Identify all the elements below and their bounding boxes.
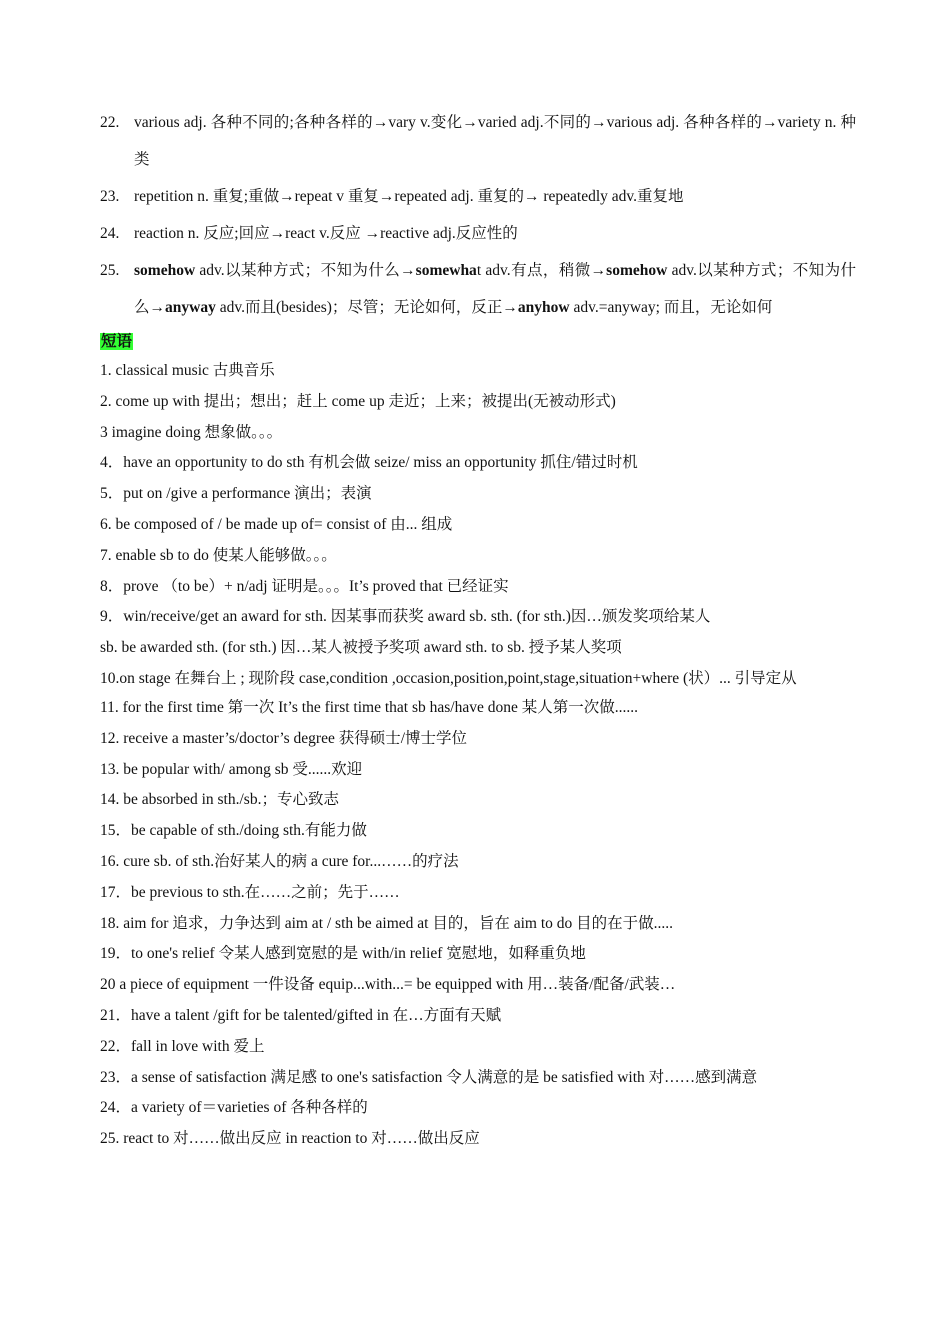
phrase-line: 24．a variety of＝varieties of 各种各样的	[100, 1099, 368, 1117]
section-heading-row	[100, 328, 856, 356]
phrase-line: 7. enable sb to do 使某人能够做。。。	[100, 546, 337, 564]
vocab-keyword: anyhow	[517, 299, 570, 316]
phrase-line: 13. be popular with/ among sb 受......欢迎	[100, 760, 363, 778]
phrase-line: 12. receive a master’s/doctor’s degree 获得硕士/博士学位	[100, 729, 468, 747]
phrase-list	[100, 356, 856, 1155]
phrase-line: 3 imagine doing 想象做。。。	[100, 423, 283, 441]
vocab-keyword: anyway	[165, 299, 216, 316]
phrase-line: 21．have a talent /gift for be talented/gifted in 在…方面有天赋	[100, 1006, 502, 1024]
vocab-text: adv.而且(besides)；尽管；无论如何，反正→	[215, 299, 518, 316]
phrase-line: 14. be absorbed in sth./sb.；专心致志	[100, 791, 339, 809]
vocab-item	[100, 104, 856, 178]
phrase-line: 9．win/receive/get an award for sth. 因某事而获奖 award sb. sth. (for sth.)因…颁发奖项给某人	[100, 608, 711, 626]
vocab-keyword: somewha	[415, 262, 477, 279]
vocab-text: various adj. 各种不同的;各种各样的→vary v.变化→varied adj.不同的→various adj. 各种各样的→variety n. 种类	[134, 114, 856, 168]
phrase-line: 11. for the first time 第一次 It’s the first time that sb has/have done 某人第一次做......	[100, 698, 638, 716]
phrase-line: 22．fall in love with 爱上	[100, 1037, 265, 1055]
phrase-line: 2. come up with 提出；想出；赶上 come up 走近；上来；被提出(无被动形式)	[100, 392, 616, 410]
phrase-line: 16. cure sb. of sth.治好某人的病 a cure for...……的疗法	[100, 852, 459, 870]
phrase-line: 25. react to 对……做出反应 in reaction to 对……做出反应	[100, 1130, 480, 1148]
phrase-line: sb. be awarded sth. (for sth.) 因…某人被授予奖项 award sth. to sb. 授予某人奖项	[100, 639, 622, 657]
vocab-text: repetition n. 重复;重做→repeat v 重复→repeated adj. 重复的→ repeatedly adv.重复地	[134, 188, 684, 205]
phrase-line: 19．to one's relief 令某人感到宽慰的是 with/in relief 宽慰地，如释重负地	[100, 945, 586, 963]
phrase-line: 8．prove （to be）+ n/adj 证明是。。。It’s proved that 已经证实	[100, 577, 509, 595]
vocab-number: 22.	[100, 114, 120, 131]
vocab-number: 23.	[100, 188, 120, 205]
vocab-keyword: somehow	[606, 262, 668, 279]
vocab-text: reaction n. 反应;回应→react v.反应 →reactive adj.反应性的	[134, 225, 518, 242]
vocab-keyword: somehow	[134, 262, 196, 279]
vocab-text: t adv.有点，稍微→	[476, 262, 607, 279]
phrase-line: 23．a sense of satisfaction 满足感 to one's satisfaction 令人满意的是 be satisfied with 对……感到满意	[100, 1068, 758, 1086]
phrase-line: 6. be composed of / be made up of= consist of 由... 组成	[100, 515, 453, 533]
phrase-line: 18. aim for 追求，力争达到 aim at / sth be aimed at 目的，旨在 aim to do 目的在于做.....	[100, 914, 674, 932]
vocab-item	[100, 252, 856, 326]
vocab-item	[100, 215, 856, 252]
vocab-number: 24.	[100, 225, 120, 242]
vocab-text: adv.以某种方式；不知为什么→	[134, 262, 856, 316]
phrase-line: 17．be previous to sth.在……之前；先于……	[100, 883, 400, 901]
section-heading: 短语	[101, 333, 133, 350]
phrase-line: 20 a piece of equipment 一件设备 equip...with...= be equipped with 用…装备/配备/武装…	[100, 976, 676, 994]
phrase-line: 4．have an opportunity to do sth 有机会做 seize/ miss an opportunity 抓住/错过时机	[100, 454, 638, 472]
vocab-text: adv.以某种方式；不知为什么→	[195, 262, 416, 279]
phrase-line: 1. classical music 古典音乐	[100, 362, 275, 379]
phrase-line: 10.on stage 在舞台上 ; 现阶段 case,condition ,occasion,position,point,stage,situation+where (状）... 引导定从	[100, 669, 797, 687]
vocab-number: 25.	[100, 262, 120, 279]
phrase-line: 5．put on /give a performance 演出；表演	[100, 485, 372, 503]
vocab-item	[100, 178, 856, 215]
vocab-text: adv.=anyway; 而且，无论如何	[569, 299, 773, 316]
vocabulary-list	[100, 104, 856, 326]
phrase-line: 15．be capable of sth./doing sth.有能力做	[100, 822, 367, 840]
